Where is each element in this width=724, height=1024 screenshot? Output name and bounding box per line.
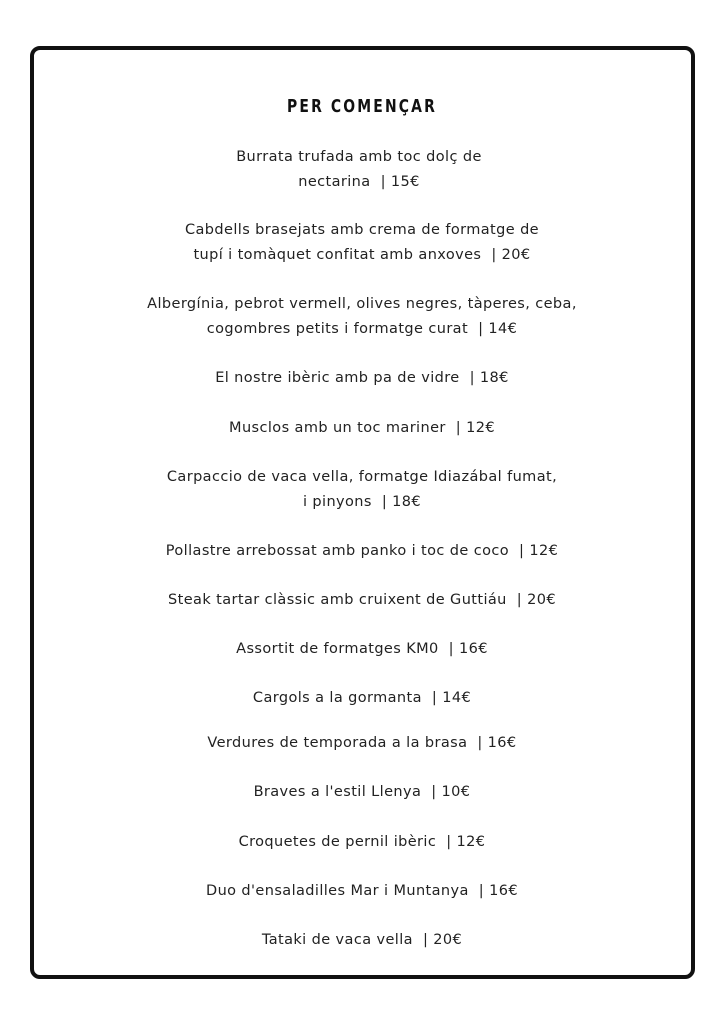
menu-item — [0, 292, 724, 342]
menu-item-line: Steak tartar clàssic amb cruixent de Guttiáu | 20€ — [168, 592, 556, 608]
menu-item-line: Cabdells brasejats amb crema de formatge de — [185, 222, 539, 238]
menu-item — [0, 731, 724, 756]
menu-item — [0, 366, 724, 391]
menu-item-line: Cargols a la gormanta | 14€ — [252, 690, 472, 706]
menu-item — [0, 465, 724, 515]
menu-item-line: tupí i tomàquet confitat amb anxoves | 20€ — [193, 247, 531, 263]
menu-item — [0, 539, 724, 564]
menu-item — [0, 686, 724, 711]
section-title: PER COMENÇAR — [287, 96, 437, 117]
menu-item — [0, 218, 724, 268]
menu-item-line: cogombres petits i formatge curat | 14€ — [206, 321, 518, 337]
menu-item — [0, 879, 724, 904]
menu-item-line: Pollastre arrebossat amb panko i toc de coco | 12€ — [165, 543, 559, 559]
menu-item — [0, 830, 724, 855]
menu-item-line: Musclos amb un toc mariner | 12€ — [229, 420, 495, 436]
menu-item — [0, 145, 721, 195]
menu-item-line: Braves a l'estil Llenya | 10€ — [253, 784, 471, 800]
menu-item-line: Duo d'ensaladilles Mar i Muntanya | 16€ — [206, 883, 518, 899]
menu-item — [0, 588, 724, 613]
menu-item-line: Albergínia, pebrot vermell, olives negres, tàperes, ceba, — [147, 296, 577, 312]
menu-item-line: Carpaccio de vaca vella, formatge Idiazábal fumat, — [166, 469, 558, 485]
menu-item — [0, 637, 724, 662]
menu-item — [0, 416, 724, 441]
menu-item-line: Verdures de temporada a la brasa | 16€ — [207, 735, 517, 751]
menu-item-line: El nostre ibèric amb pa de vidre | 18€ — [215, 370, 509, 386]
menu-item — [0, 780, 724, 805]
menu-item-line: Croquetes de pernil ibèric | 12€ — [238, 834, 486, 850]
menu-item-line: Burrata trufada amb toc dolç de — [236, 149, 482, 165]
menu-item — [0, 928, 724, 953]
menu-item-line: Assortit de formatges KM0 | 16€ — [236, 641, 488, 657]
menu-item-line: i pinyons | 18€ — [302, 494, 422, 510]
menu-item-line: nectarina | 15€ — [298, 174, 420, 190]
menu-item-line: Tataki de vaca vella | 20€ — [261, 932, 463, 948]
